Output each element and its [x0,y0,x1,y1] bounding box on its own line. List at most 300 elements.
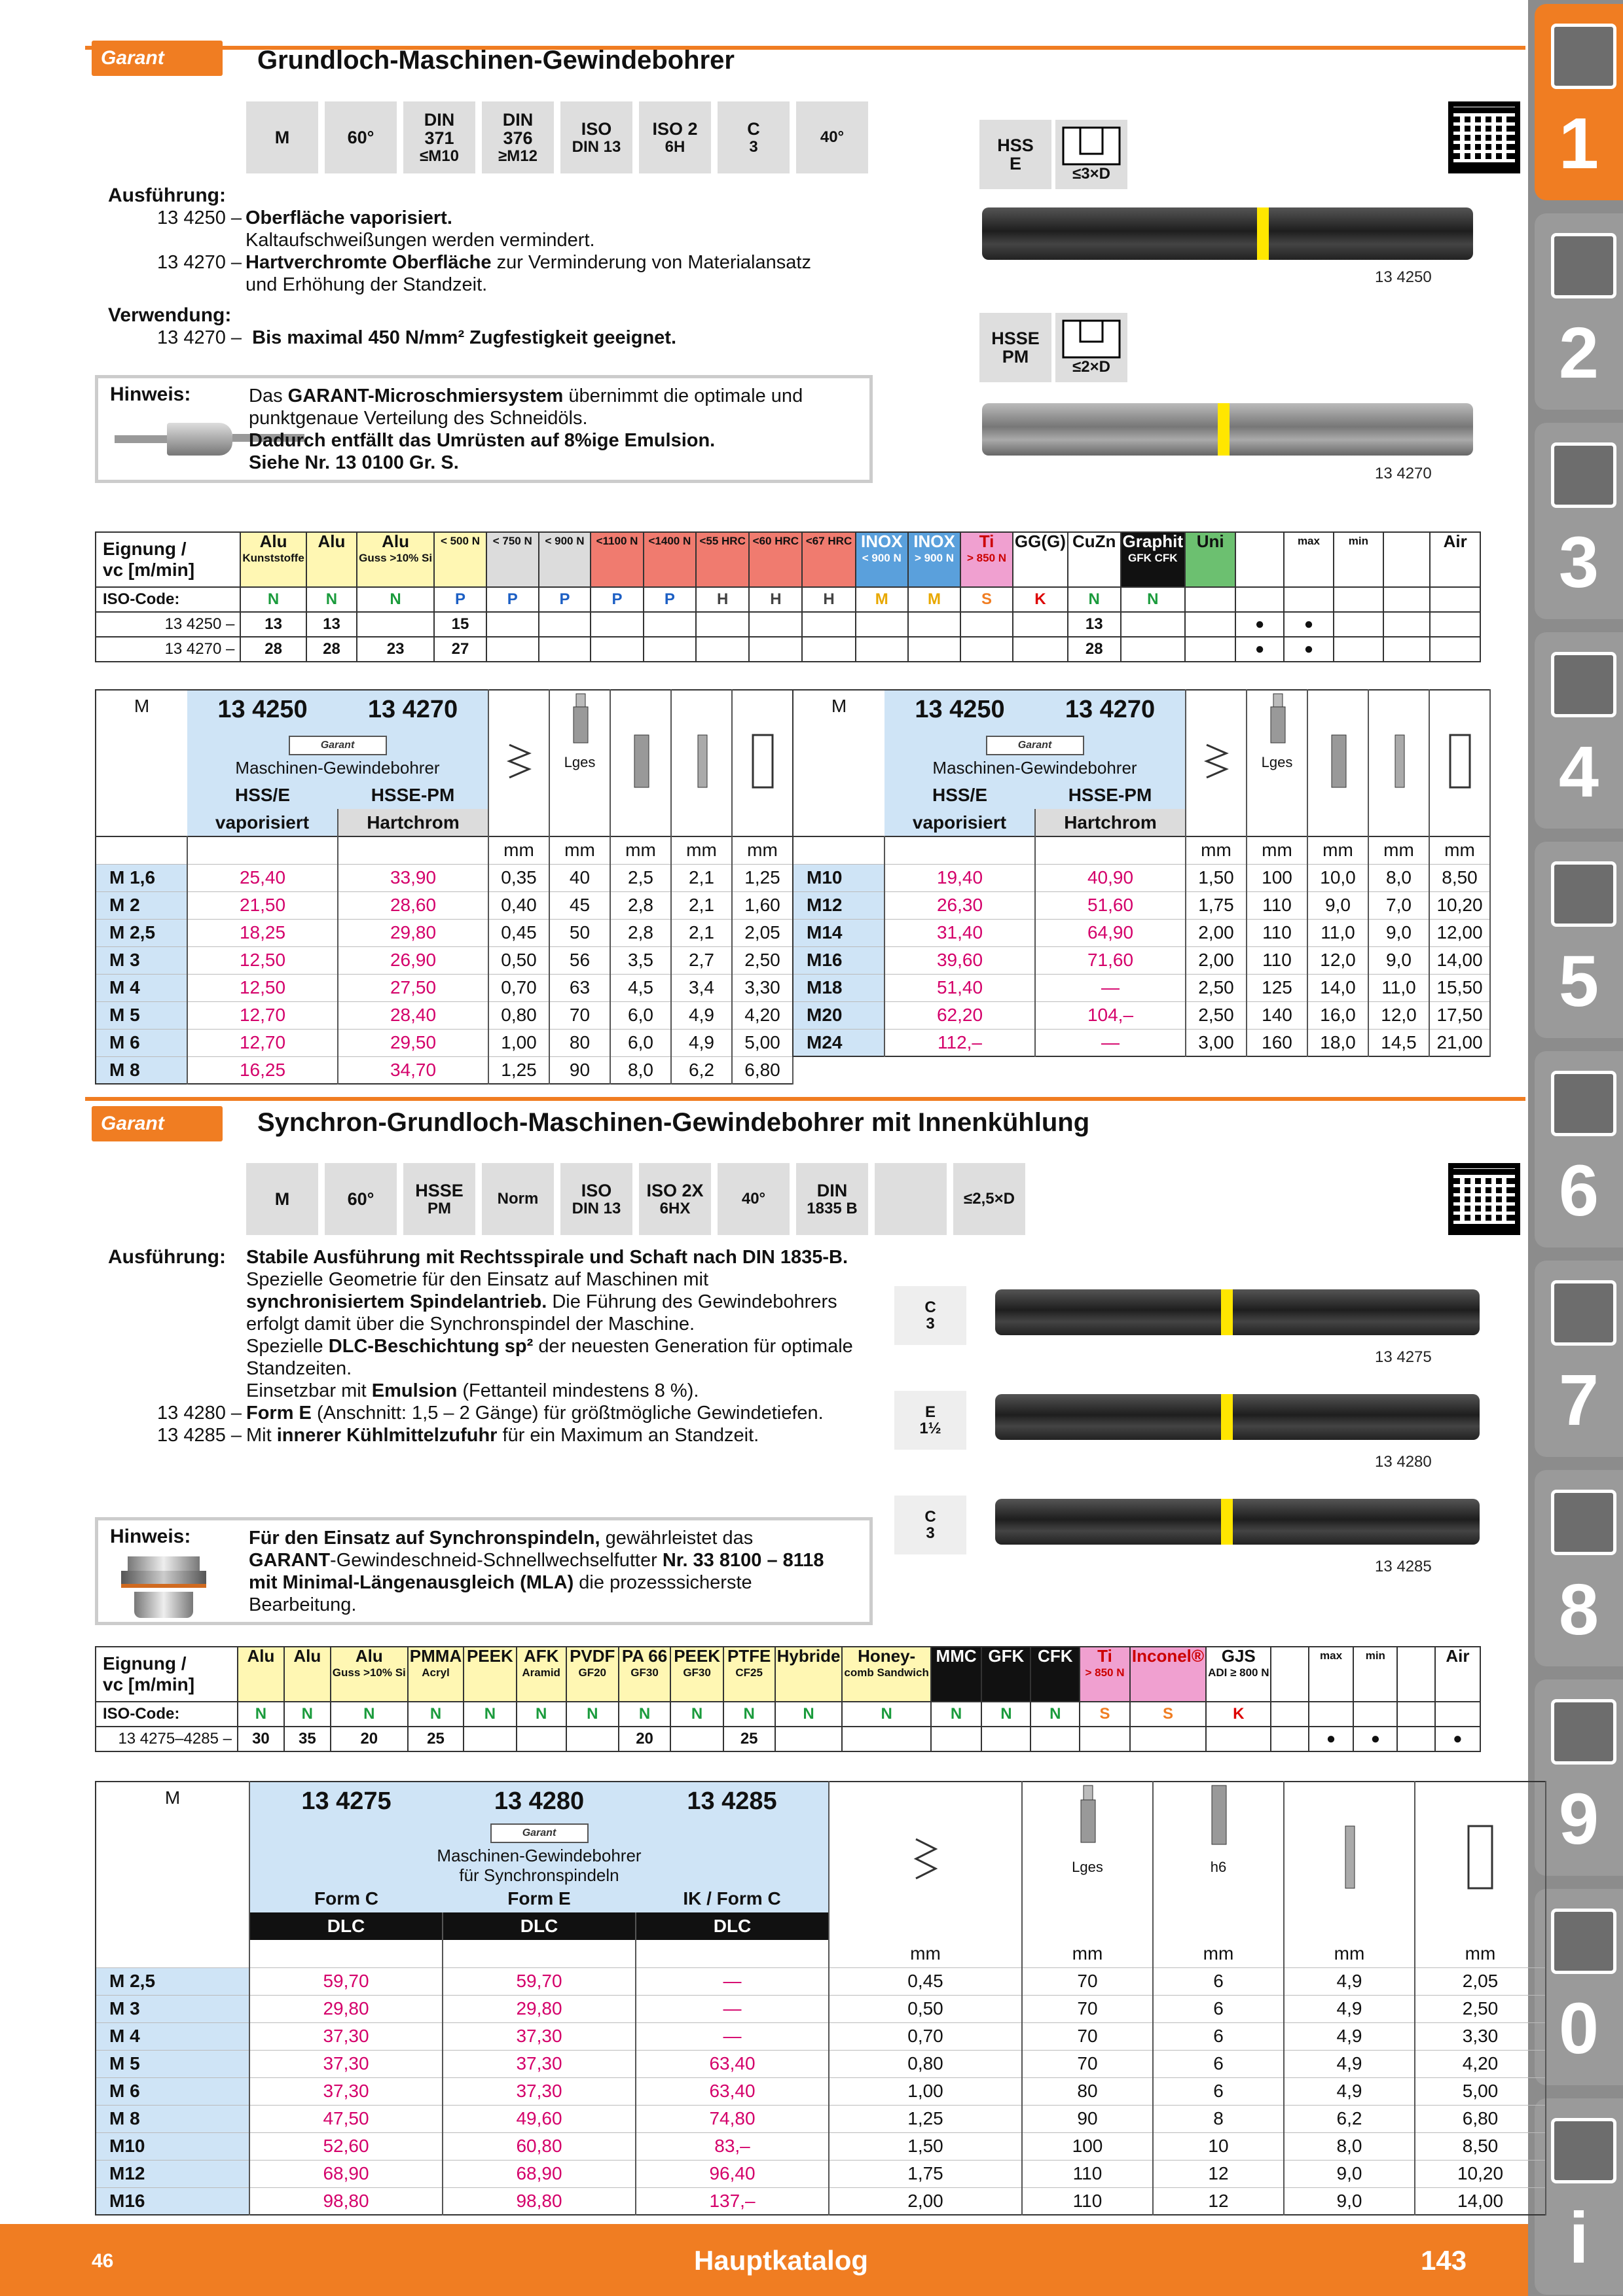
chapter-tab-5[interactable] [1535,1051,1623,1247]
iso-code [1435,1702,1480,1727]
text-cell: (Fettanteil mindestens 8 %). [457,1380,699,1401]
text-cell: HSS/E [884,781,1035,809]
iso-code: N [723,1702,775,1727]
text-cell: 6 [1153,1995,1284,2022]
text-cell: mm [1415,1940,1546,1967]
text-cell: Spezielle Geometrie für den Einsatz auf Maschinen mit [246,1269,709,1290]
hint-box [95,375,873,483]
cutting-speed: ● [1284,612,1334,637]
article-number: 13 4275 [249,1782,443,1821]
product-row[interactable] [793,919,1490,946]
text-cell: DLC [249,1912,443,1940]
garant-logo: Garant [92,1106,223,1141]
material-header [1353,1647,1397,1702]
text-cell: M 5 [96,2050,249,2077]
product-row[interactable] [793,891,1490,919]
iso-code: N [464,1702,516,1727]
product-row[interactable] [96,1056,793,1084]
cutting-speed: 27 [434,637,486,662]
product-row[interactable] [96,1029,793,1056]
text-cell: 7,0 [1368,891,1429,919]
text-cell: M 4 [96,2022,249,2050]
product-row[interactable] [96,2160,1546,2187]
qr-code[interactable] [1448,1163,1520,1235]
spec-symbol [639,1163,711,1235]
article-code: 13 4250 – [96,612,240,637]
text-cell: 0,45 [829,1967,1022,1995]
text-cell: Aramid [522,1666,560,1679]
text-cell: 40° [820,128,845,147]
chapter-icon [1551,442,1616,508]
cutting-speed: 20 [619,1727,671,1751]
text-cell: 4,9 [1284,2077,1415,2105]
text-cell: Lges [1261,754,1293,770]
material-header [1030,1647,1080,1702]
text-cell: 80 [1022,2077,1153,2105]
text-cell: 10 [1153,2132,1284,2160]
text-cell: 4,9 [671,1029,732,1056]
text-cell: 0,70 [488,974,549,1001]
text-cell: 33,90 [338,864,488,891]
cutting-speed: 28 [240,637,306,662]
article-code: 13 4270 – [96,637,240,662]
iso-code: N [517,1702,566,1727]
material-header [1430,532,1480,587]
chapter-number: 8 [1558,1570,1599,1650]
product-row[interactable] [793,974,1490,1001]
text-cell: 6,80 [1415,2105,1546,2132]
text-cell: Guss >10% Si [332,1666,406,1679]
product-row[interactable] [793,864,1490,891]
text-cell: 11,0 [1368,974,1429,1001]
text-cell: 63,40 [636,2050,829,2077]
product-row[interactable] [96,2077,1546,2105]
chapter-icon [1551,1909,1616,1974]
cutting-speed [749,612,802,637]
product-row[interactable] [793,1029,1490,1056]
iso-code: N [408,1702,464,1727]
material-hsse-pm [979,313,1051,382]
iso-code: H [696,587,749,612]
suit-label: vc [m/min] [103,560,195,580]
text-cell: M 2,5 [96,919,187,946]
text-cell: mm [1307,836,1368,864]
chapter-tab-9[interactable] [1535,1889,1623,2085]
text-cell: 8,50 [1429,864,1490,891]
spec-symbol [718,101,790,173]
text-cell: 63,40 [636,2077,829,2105]
text-cell: PVDF [570,1647,615,1666]
material-header [486,532,539,587]
chapter-icon [1551,1699,1616,1765]
text-cell: -Gewindeschneid-Schnellwechselfutter [330,1550,663,1571]
text-cell: 29,50 [338,1029,488,1056]
text-cell: 6HX [659,1199,691,1217]
tool-code: 13 4280 [1375,1453,1432,1471]
text-cell: 49,60 [443,2105,636,2132]
chapter-icon [1551,1280,1616,1346]
cutting-speed: ● [1235,637,1284,662]
execution-line [246,1335,853,1357]
text-cell: ≥M12 [498,147,538,165]
text-cell: M [96,1782,249,1940]
cutting-speed [1397,1727,1434,1751]
text-cell: DLC [443,1912,636,1940]
material-header [1185,532,1235,587]
text-cell: 3 [926,1315,935,1333]
iso-code: N [1068,587,1121,612]
cutting-speed [1383,612,1431,637]
product-row[interactable] [96,919,793,946]
text-cell: 4,20 [732,1001,793,1029]
ausfuehrung-label: Ausführung: [108,1246,226,1268]
spec-symbol [325,1163,397,1235]
text-cell: mm [1429,836,1490,864]
text-cell: 31,40 [884,919,1035,946]
text-cell: 2,00 [1186,946,1247,974]
text-cell: 68,90 [443,2160,636,2187]
text-cell: 2,5 [610,864,671,891]
text-cell: 12 [1153,2160,1284,2187]
hint-line [249,1549,824,1571]
text-cell: Dadurch entfällt das Umrüsten auf 8%ige Emulsion. [249,430,716,451]
article-number: 13 4270 [1035,690,1186,729]
text-cell: GARANT-Microschmiersystem [287,386,564,406]
spec-symbol [403,1163,475,1235]
cutting-speed [856,612,908,637]
spec-symbol [325,101,397,173]
text-cell: Acryl [422,1666,450,1679]
product-row[interactable] [96,864,793,891]
chapter-tab-10[interactable] [1535,2098,1623,2295]
text-cell: zur Verminderung von Materialansatz [491,252,811,273]
text-cell: — [1035,1029,1186,1056]
text-cell: < 900 N [545,535,585,547]
text-cell: 1,00 [488,1029,549,1056]
hint-box [95,1517,873,1625]
product-grid [95,1781,1546,2215]
text-cell: 70 [1022,1995,1153,2022]
text-cell: Maschinen-Gewindebohrer [932,758,1137,778]
cutting-speed [960,637,1013,662]
text-cell: GFK CFK [1128,552,1178,564]
cutting-speed [802,637,855,662]
product-row[interactable] [96,1967,1546,1995]
material-header [1397,1647,1434,1702]
text-cell: 60° [347,1189,374,1209]
text-cell: 100 [1022,2132,1153,2160]
text-cell: 56 [549,946,610,974]
text-cell: ≤M10 [420,147,459,165]
material-header [1271,1647,1308,1702]
text-cell: vaporisiert [187,809,338,836]
chapter-tab-2[interactable] [1535,423,1623,619]
cutting-speed [960,612,1013,637]
text-cell: E [1009,154,1021,173]
text-cell: 12,00 [1429,919,1490,946]
material-header [775,1647,843,1702]
pitch-icon [1186,690,1247,836]
text-cell: mm [1186,836,1247,864]
text-cell: IK / Form C [636,1885,829,1912]
text-cell: 12,50 [187,974,338,1001]
text-cell: Kaltaufschweißungen werden vermindert. [246,230,595,251]
text-cell: DIN [424,110,455,130]
chapter-number: 1 [1558,103,1599,184]
text-cell: 14,00 [1415,2187,1546,2215]
cutting-speed [1383,637,1431,662]
iso-code: N [619,1702,671,1727]
product-row[interactable] [96,2050,1546,2077]
cutting-speed [539,637,591,662]
iso-code [1334,587,1383,612]
text-cell: für ein Maximum an Standzeit. [497,1425,759,1446]
suitability-grid [95,531,1481,662]
text-cell: 160 [1247,1029,1307,1056]
material-header [306,532,357,587]
product-grid [792,689,1491,1057]
text-cell: mm [549,836,610,864]
product-row[interactable] [96,2132,1546,2160]
material-header [856,532,908,587]
text-cell: Honey- [858,1647,916,1666]
text-cell: 70 [1022,1967,1153,1995]
text-cell: 29,80 [249,1995,443,2022]
chapter-icon [1551,1490,1616,1555]
text-cell: Hartchrom [338,809,488,836]
text-cell: Alu [247,1647,275,1666]
cutting-speed: ● [1284,637,1334,662]
chapter-tab-4[interactable] [1535,842,1623,1038]
text-cell: Einsetzbar mit [246,1380,372,1401]
text-cell: M 5 [96,1001,187,1029]
product-row[interactable] [96,1995,1546,2022]
text-cell: 19,40 [884,864,1035,891]
spec-symbol [796,101,868,173]
text-cell: Nr. 33 8100 – 8118 [662,1550,824,1571]
text-cell: PEEK [674,1647,720,1666]
text-cell: 13 4285 – [157,1425,242,1446]
product-row[interactable] [96,2187,1546,2215]
chapter-icon [1551,2118,1616,2183]
text-cell: 110 [1247,919,1307,946]
text-cell: Form C [249,1885,443,1912]
execution-line [246,1313,695,1335]
tap-134270 [982,403,1473,456]
cutting-speed [1130,1727,1206,1751]
tap-134250 [982,207,1473,260]
text-cell: 2,50 [1186,1001,1247,1029]
text-cell: MMC [936,1647,977,1666]
suitability-grid [95,1646,1481,1752]
text-cell: Maschinen-Gewindebohrer [235,758,440,778]
product-row[interactable] [96,2022,1546,2050]
material-header [591,532,643,587]
iso-code: S [1130,1702,1206,1727]
section-title: Grundloch-Maschinen-Gewindebohrer [257,46,735,75]
text-cell: 98,80 [249,2187,443,2215]
text-cell: 29,80 [338,919,488,946]
hint-line [249,1594,356,1616]
cutting-speed: 25 [723,1727,775,1751]
text-cell: 70 [549,1001,610,1029]
chapter-number: 3 [1558,522,1599,603]
text-cell: 70 [1022,2050,1153,2077]
cutting-speed: 25 [408,1727,464,1751]
text-cell: 3 [926,1524,935,1542]
text-cell: M 3 [96,1995,249,2022]
text-cell: Alu [293,1647,321,1666]
text-cell: 37,30 [443,2077,636,2105]
article-number: 13 4250 [884,690,1035,729]
text-cell: 6,0 [610,1001,671,1029]
iso-code: M [908,587,960,612]
text-cell: M 4 [96,974,187,1001]
text-cell: E [924,1403,936,1421]
text-cell: Lges [1072,1859,1103,1875]
text-cell: PA 66 [621,1647,668,1666]
chapter-icon [1551,1071,1616,1136]
spec-symbol [246,101,318,173]
text-cell: GF20 [578,1666,606,1679]
text-cell: mm [1022,1940,1153,1967]
text-cell: PM [1002,347,1029,367]
text-cell: 52,60 [249,2132,443,2160]
text-cell: 64,90 [1035,919,1186,946]
qr-code[interactable] [1448,101,1520,173]
text-cell: 9,0 [1368,919,1429,946]
text-cell: C [747,119,760,139]
text-cell: M 6 [96,2077,249,2105]
text-cell: mm [1368,836,1429,864]
text-cell: Für den Einsatz auf Synchronspindeln, [249,1528,600,1549]
text-cell: punktgenaue Verteilung des Schneidöls. [249,408,588,429]
text-cell: min [1348,535,1369,547]
chapter-tab-1[interactable] [1535,213,1623,410]
text-cell: 140 [1247,1001,1307,1029]
material-header [240,532,306,587]
tap-image [995,1499,1480,1545]
depth-2xd-icon [1055,313,1127,382]
text-cell: C [924,1507,936,1526]
product-row[interactable] [96,1001,793,1029]
spec-symbol [718,1163,790,1235]
text-cell: 2,00 [829,2187,1022,2215]
text-cell: M12 [96,2160,249,2187]
text-cell: 2,00 [1186,919,1247,946]
text-cell: 3,5 [610,946,671,974]
hint-line [249,452,459,474]
iso-code [1284,587,1334,612]
text-cell: 12 [1153,2187,1284,2215]
material-header [981,1647,1030,1702]
text-cell: 2,1 [671,919,732,946]
text-cell: DIN 13 [572,137,621,156]
product-row[interactable] [96,974,793,1001]
text-cell: M 6 [96,1029,187,1056]
text-cell: 2,05 [732,919,793,946]
text-cell: Alu [382,532,410,551]
hint-line [249,429,715,452]
text-cell: M 3 [96,946,187,974]
iso-code [1383,587,1431,612]
cutting-speed [1206,1727,1271,1751]
text-cell: CFK [1038,1647,1073,1666]
chapter-tab-6[interactable] [1535,1261,1623,1457]
material-hss-e [979,120,1051,189]
form-symbol [894,1496,966,1554]
hint-label: Hinweis: [110,1526,191,1547]
text-cell: 10,20 [1429,891,1490,919]
text-cell: Siehe Nr. 13 0100 Gr. S. [249,452,459,473]
material-header [931,1647,981,1702]
text-cell: Emulsion [371,1380,458,1401]
article-number: 13 4250 [187,690,338,729]
suit-label: Eignung / [103,539,187,559]
text-cell: mm [1284,1940,1415,1967]
text-cell: 110 [1022,2187,1153,2215]
text-cell: 2,7 [671,946,732,974]
text-cell: Bis maximal 450 N/mm² Zugfestigkeit geeignet. [252,327,676,348]
text-cell: 25,40 [187,864,338,891]
iso-code: N [240,587,306,612]
text-cell: > 850 N [1085,1666,1125,1679]
text-cell: M [831,696,847,716]
text-cell: 125 [1247,974,1307,1001]
text-cell: DLC [636,1912,829,1940]
tool-code: 13 4250 [1375,268,1432,286]
text-cell: Bearbeitung. [249,1594,357,1615]
chapter-number: 6 [1558,1151,1599,1231]
text-cell: Graphit [1122,532,1183,551]
text-cell: Inconel® [1131,1647,1205,1666]
text-cell: 0,70 [829,2022,1022,2050]
text-cell: 16,25 [187,1056,338,1084]
cutting-speed: 15 [434,612,486,637]
chapter-tab-8[interactable] [1535,1679,1623,1876]
spec-symbol [875,1163,947,1235]
iso-code: N [775,1702,843,1727]
cutting-speed [644,637,696,662]
product-row[interactable] [96,891,793,919]
text-cell: 13 4280 – [157,1403,242,1424]
iso-code: P [434,587,486,612]
chapter-tab-0[interactable] [1535,4,1623,200]
text-cell: < 900 N [862,552,902,564]
product-row[interactable] [96,946,793,974]
text-cell: M14 [793,919,884,946]
text-cell: ISO [581,119,612,139]
chapter-tab-7[interactable] [1535,1470,1623,1666]
spec-symbol [403,101,475,173]
text-cell: 28,60 [338,891,488,919]
text-cell: Maschinen-Gewindebohrer [437,1846,642,1865]
cutting-speed [802,612,855,637]
product-row[interactable] [793,946,1490,974]
cutting-speed [856,637,908,662]
material-header [357,532,434,587]
chapter-tab-3[interactable] [1535,632,1623,829]
text-cell: INOX [913,532,955,551]
product-row[interactable] [96,2105,1546,2132]
iso-code [1397,1702,1434,1727]
material-header [464,1647,516,1702]
text-cell: ADI ≥ 800 N [1208,1666,1269,1679]
text-cell: GFK [988,1647,1025,1666]
product-row[interactable] [793,1001,1490,1029]
text-cell: 15,50 [1429,974,1490,1001]
text-cell: Hartchrom [1035,809,1186,836]
